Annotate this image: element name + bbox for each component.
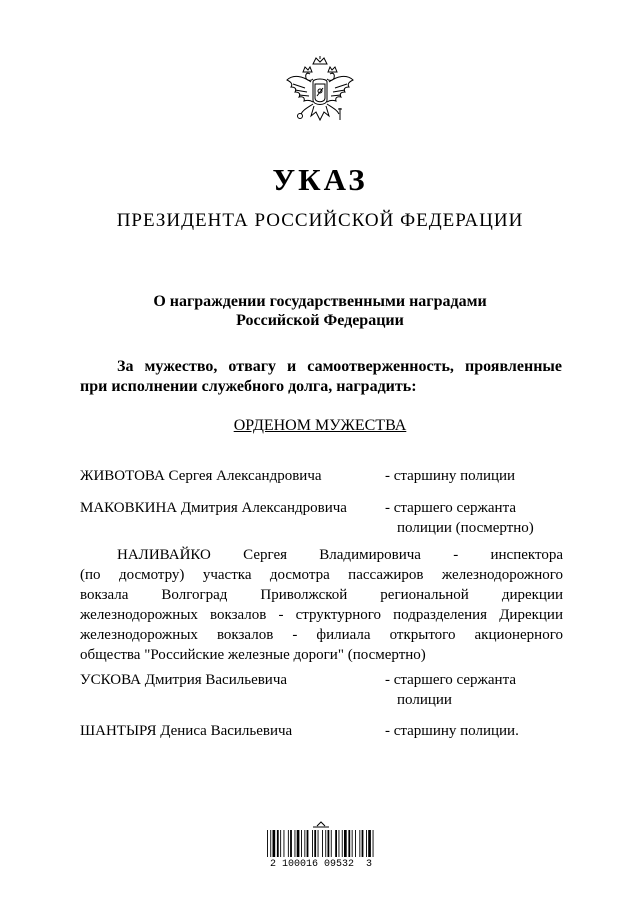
barcode-bar [301, 830, 302, 857]
paragraph-line: железнодорожных вокзалов - филиала открытого акционерного [80, 627, 563, 643]
barcode-bar [344, 830, 347, 857]
barcode-bar [339, 830, 340, 857]
awardee-rank: - старшего сержанта [385, 672, 516, 688]
barcode-bar [328, 830, 330, 857]
preamble-line: За мужество, отвагу и самоотверженность, проявленные [117, 358, 562, 375]
barcode-bar [284, 830, 285, 857]
paragraph-line: общества "Российские железные дороги" (посмертно) [80, 647, 426, 663]
barcode-bar [288, 830, 289, 857]
barcode-bar [322, 830, 323, 857]
barcode-bar [368, 830, 371, 857]
heading-line: О награждении государственными наградами [153, 293, 487, 310]
barcode-bar [331, 830, 332, 857]
barcode-bar [362, 830, 364, 857]
barcode-bar [342, 830, 343, 857]
awardee-rank: - старшего сержанта [385, 500, 516, 516]
barcode-bar [290, 830, 292, 857]
heading-line: Российской Федерации [236, 312, 404, 329]
decree-title: УКАЗ [272, 162, 368, 197]
barcode-bar [267, 830, 268, 857]
paragraph-line: вокзала Волгоград Приволжской региональной дирекции [80, 587, 563, 603]
awardee-rank-continued: полиции [397, 692, 452, 708]
barcode-bar [366, 830, 367, 857]
awardee-name: ШАНТЫРЯ Дениса Васильевича [80, 723, 293, 739]
barcode-bar [295, 830, 296, 857]
barcode-bar [314, 830, 316, 857]
preamble [80, 357, 562, 397]
decree-subtitle: ПРЕЗИДЕНТА РОССИЙСКОЙ ФЕДЕРАЦИИ [116, 210, 524, 231]
paragraph-line: (по досмотру) участка досмотра пассажиров железнодорожного [80, 567, 563, 583]
awardee-rank-continued: полиции (посмертно) [397, 520, 534, 536]
awardee-rank: - старшину полиции. [385, 723, 519, 739]
paragraph-line: НАЛИВАЙКО Сергея Владимировича - инспектора [117, 547, 563, 563]
barcode-bar [304, 830, 305, 857]
barcode-bar [352, 830, 353, 857]
paragraph-line: железнодорожных вокзалов - структурного подразделения Дирекции [80, 607, 563, 623]
awardee-name: ЖИВОТОВА Сергея Александровича [80, 468, 322, 484]
barcode-bar [277, 830, 279, 857]
awardee-name: УСКОВА Дмитрия Васильевича [80, 672, 288, 688]
barcode-bar [355, 830, 356, 857]
barcode-bar [348, 830, 350, 857]
preamble-line: при исполнении служебного долга, наградить: [80, 378, 417, 395]
awardee-name: МАКОВКИНА Дмитрия Александровича [80, 500, 347, 516]
decree-heading [0, 292, 640, 330]
awardee-paragraph [80, 545, 563, 665]
barcode-bar [325, 830, 326, 857]
barcode [263, 820, 379, 880]
barcode-bar [273, 830, 276, 857]
barcode-bar [335, 830, 337, 857]
barcode-bar [312, 830, 313, 857]
barcode-number: 2 100016 09532 3 [269, 859, 373, 870]
barcode-bar [359, 830, 360, 857]
barcode-bar [318, 830, 319, 857]
barcode-bar [297, 830, 300, 857]
order-name: ОРДЕНОМ МУЖЕСТВА [233, 417, 407, 434]
barcode-bar [373, 830, 374, 857]
barcode-bar [280, 830, 281, 857]
awardee-rank: - старшину полиции [385, 468, 516, 484]
russian-coat-of-arms-icon [283, 54, 357, 138]
barcode-bar [307, 830, 309, 857]
barcode-bar [270, 830, 271, 857]
